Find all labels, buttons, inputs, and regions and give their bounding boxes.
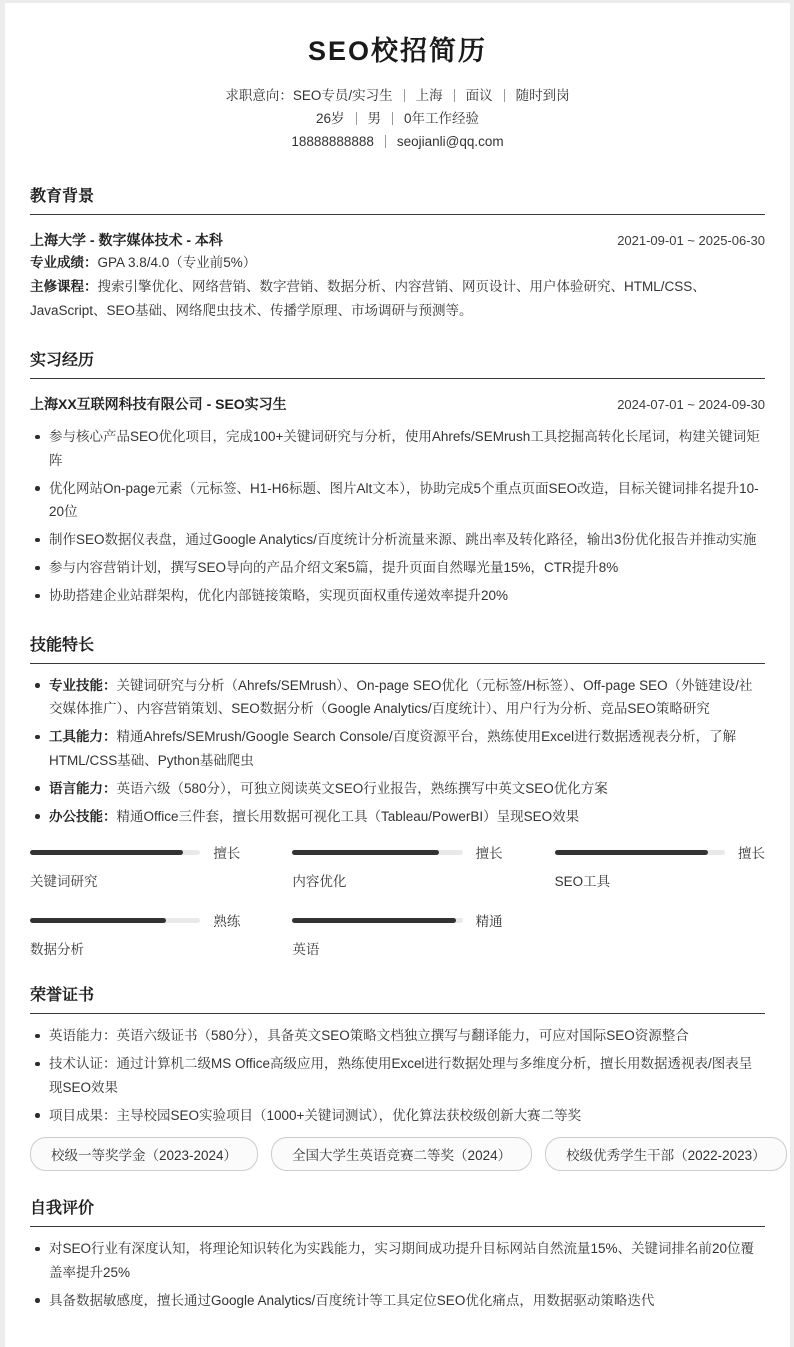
section-honors [30, 982, 765, 1171]
skill-level-label: 精通 [475, 914, 503, 929]
job-intent-availability: 随时到岗 [515, 88, 570, 103]
skills-bullet [30, 805, 765, 829]
section-title-evaluation: 自我评价 [30, 1195, 765, 1227]
skill-category-label: 专业技能： [49, 677, 117, 693]
divider [404, 89, 405, 102]
section-education [30, 183, 765, 323]
skill-bar-track [30, 918, 200, 923]
award-badge: 全国大学生英语竞赛二等奖（2024） [271, 1137, 532, 1171]
section-skills [30, 632, 765, 959]
gpa-label: 专业成绩： [30, 255, 98, 270]
skill-bar-line [292, 910, 502, 930]
divider [392, 112, 393, 125]
skill-name-label: 关键词研究 [30, 874, 98, 889]
skill-bar-fill [555, 850, 708, 855]
honors-bullet: 项目成果：主导校园SEO实验项目（1000+关键词测试），优化算法获校级创新大赛二等奖 [30, 1104, 765, 1128]
section-experience [30, 347, 765, 608]
award-badge-row [30, 1137, 765, 1171]
experience-years-value: 0年工作经验 [404, 111, 480, 126]
skill-bar-fill [292, 918, 456, 923]
job-intent-line [30, 84, 765, 107]
skill-bar-line [30, 910, 240, 930]
divider [385, 135, 386, 148]
skill-bar-track [555, 850, 725, 855]
skill-bar-item [30, 842, 240, 890]
honors-bullet: 技术认证：通过计算机二级MS Office高级应用，熟练使用Excel进行数据处理与多维度分析，擅长用数据透视表/图表呈现SEO效果 [30, 1052, 765, 1099]
skill-category-text: 关键词研究与分析（Ahrefs/SEMrush）、On-page SEO优化（元标签/H标签）、Off-page SEO（外链建设/社交媒体推广）、内容营销策划、SEO数据分析（Google Analytics/百度统计）、用户行为分析、竞品SEO策略研究 [49, 677, 753, 716]
job-intent-label: 求职意向： [225, 88, 293, 103]
education-date-range: 2021-09-01 ~ 2025-06-30 [617, 233, 765, 248]
evaluation-bullet: 对SEO行业有深度认知，将理论知识转化为实践能力，实习期间成功提升目标网站自然流量15%、关键词排名前20位覆盖率提升25% [30, 1237, 765, 1284]
contact-line [30, 130, 765, 153]
divider [454, 89, 455, 102]
email-address: seojianli@qq.com [396, 134, 504, 149]
job-intent-position: SEO专员/实习生 [292, 88, 393, 103]
skill-name-label: 英语 [292, 942, 320, 957]
divider [356, 112, 357, 125]
skill-bar-track [292, 850, 462, 855]
skill-bar-fill [30, 850, 183, 855]
skill-category-label: 语言能力： [49, 780, 117, 796]
section-title-skills: 技能特长 [30, 632, 765, 664]
skill-bar-fill [292, 850, 438, 855]
courses-value: 搜索引擎优化、网络营销、数字营销、数据分析、内容营销、网页设计、用户体验研究、HTML/CSS、JavaScript、SEO基础、网络爬虫技术、传播学原理、市场调研与预测等。 [30, 279, 706, 318]
skill-bar-item [292, 842, 502, 890]
skill-category-text: 精通Ahrefs/SEMrush/Google Search Console/百度资源平台，熟练使用Excel进行数据透视表分析，了解HTML/CSS基础、Python基础爬虫 [49, 729, 737, 768]
skill-bar-track [30, 850, 200, 855]
courses-line [30, 275, 765, 323]
skill-bar-line [292, 842, 502, 862]
section-title-education: 教育背景 [30, 183, 765, 215]
skills-bullet-list [30, 674, 765, 829]
school-degree-line: 上海大学 - 数字媒体技术 - 本科 [30, 232, 223, 248]
gender-value: 男 [367, 111, 381, 126]
skill-bar-track [292, 918, 462, 923]
gpa-value: GPA 3.8/4.0（专业前5%） [97, 255, 257, 270]
job-intent-city: 上海 [415, 88, 443, 103]
gpa-line [30, 251, 765, 275]
basic-info-line [30, 107, 765, 130]
resume-header [30, 29, 765, 153]
skill-name-label: 数据分析 [30, 942, 84, 957]
experience-entry-head [30, 394, 765, 415]
phone-number: 18888888888 [291, 134, 374, 149]
skill-bars-grid [30, 842, 765, 958]
skills-bullet [30, 725, 765, 772]
skill-category-label: 办公技能： [49, 808, 117, 824]
skill-category-text: 英语六级（580分），可独立阅读英文SEO行业报告，熟练撰写中英文SEO优化方案 [116, 780, 608, 796]
skill-bar-item [30, 910, 240, 958]
skill-bar-line [30, 842, 240, 862]
skill-category-text: 精通Office三件套，擅长用数据可视化工具（Tableau/PowerBI）呈现SEO效果 [116, 808, 580, 824]
honors-bullet: 英语能力：英语六级证书（580分），具备英文SEO策略文档独立撰写与翻译能力，可应对国际SEO资源整合 [30, 1024, 765, 1048]
section-title-honors: 荣誉证书 [30, 982, 765, 1014]
experience-bullet: 协助搭建企业站群架构，优化内部链接策略，实现页面权重传递效率提升20% [30, 584, 765, 608]
experience-bullet: 参与核心产品SEO优化项目，完成100+关键词研究与分析，使用Ahrefs/SEMrush工具挖掘高转化长尾词，构建关键词矩阵 [30, 425, 765, 472]
skill-bar-fill [30, 918, 166, 923]
skill-bar-item [555, 842, 765, 890]
job-intent-salary: 面议 [465, 88, 493, 103]
section-title-experience: 实习经历 [30, 347, 765, 379]
skills-bullet [30, 777, 765, 801]
courses-label: 主修课程： [30, 279, 98, 294]
skill-category-label: 工具能力： [49, 729, 117, 744]
experience-bullet: 优化网站On-page元素（元标签、H1-H6标题、图片Alt文本），协助完成5个重点页面SEO改造，目标关键词排名提升10-20位 [30, 477, 765, 524]
education-entry-head [30, 230, 765, 251]
skill-level-label: 擅长 [475, 846, 503, 861]
skill-name-label: SEO工具 [554, 874, 611, 889]
experience-bullet-list [30, 425, 765, 608]
experience-bullet: 制作SEO数据仪表盘，通过Google Analytics/百度统计分析流量来源、跳出率及转化路径，输出3份优化报告并推动实施 [30, 528, 765, 552]
skill-level-label: 熟练 [213, 914, 241, 929]
evaluation-bullet: 具备数据敏感度，擅长通过Google Analytics/百度统计等工具定位SEO优化痛点，用数据驱动策略迭代 [30, 1289, 765, 1313]
divider [504, 89, 505, 102]
experience-date-range: 2024-07-01 ~ 2024-09-30 [617, 397, 765, 412]
evaluation-bullet-list [30, 1237, 765, 1312]
experience-bullet: 参与内容营销计划，撰写SEO导向的产品介绍文案5篇，提升页面自然曝光量15%，CTR提升8% [30, 556, 765, 580]
skill-name-label: 内容优化 [292, 874, 347, 889]
skill-level-label: 擅长 [737, 846, 765, 861]
skill-level-label: 擅长 [213, 846, 241, 861]
company-role-line: 上海XX互联网科技有限公司 - SEO实习生 [30, 396, 287, 412]
age-value: 26岁 [315, 111, 345, 126]
skills-bullet [30, 674, 765, 721]
skill-bar-line [555, 842, 765, 862]
resume-page [5, 3, 790, 1347]
section-evaluation [30, 1195, 765, 1312]
honors-bullet-list [30, 1024, 765, 1127]
award-badge: 校级一等奖学金（2023-2024） [30, 1137, 258, 1171]
award-badge: 校级优秀学生干部（2022-2023） [545, 1137, 787, 1171]
skill-bar-item [292, 910, 502, 958]
page-title: SEO校招简历 [307, 36, 488, 66]
